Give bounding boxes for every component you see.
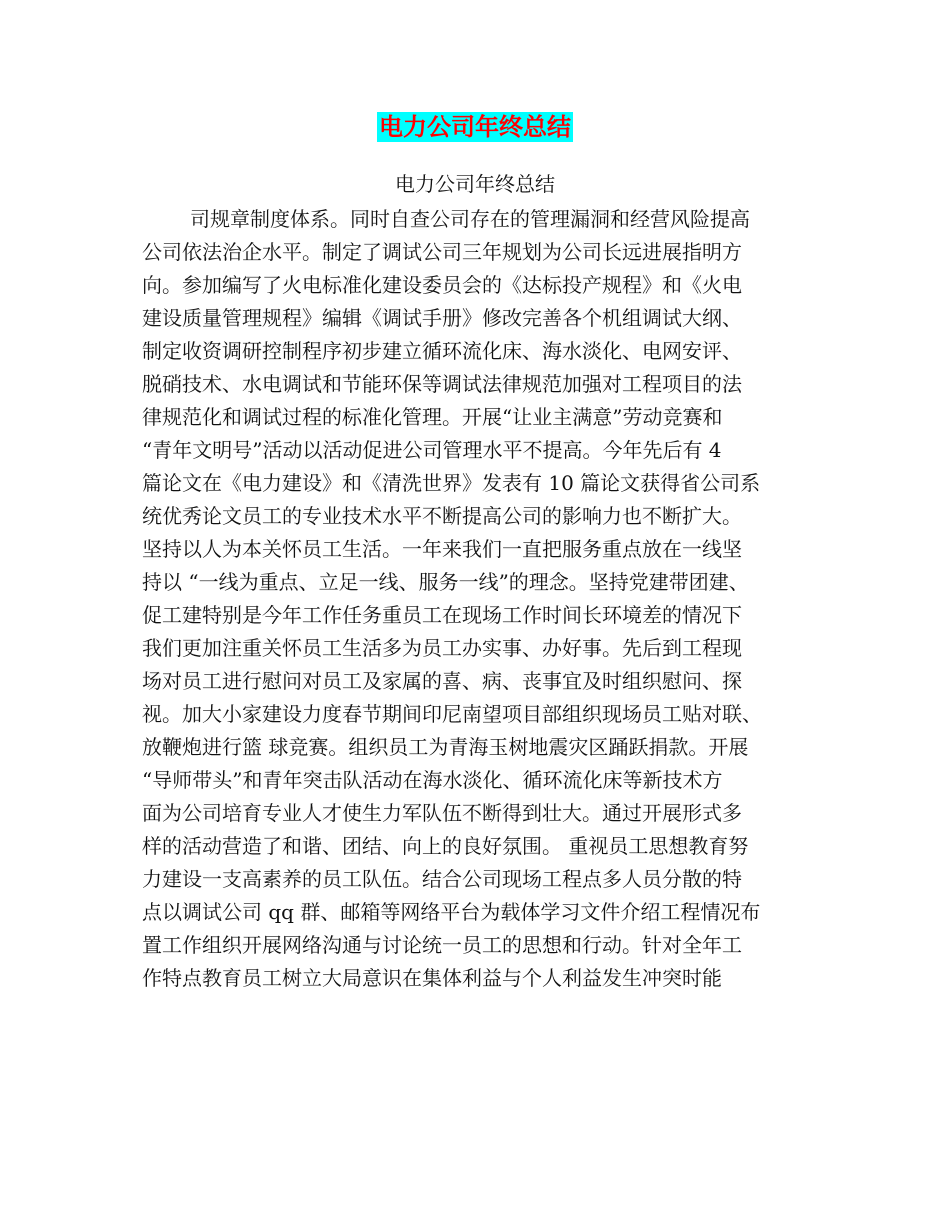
body-line-2: 公司依法治企水平。制定了调试公司三年规划为公司长远进展指明方 bbox=[142, 240, 742, 264]
body-line-9: 篇论文在《电力建设》和《清洗世界》发表有 10 篇论文获得省公司系 bbox=[142, 471, 761, 495]
body-line-7: 律规范化和调试过程的标准化管理。开展“让业主满意”劳动竞赛和 bbox=[142, 405, 723, 429]
body-line-5: 制定收资调研控制程序初步建立循环流化床、海水淡化、电网安评、 bbox=[142, 339, 742, 363]
body-line-4: 建设质量管理规程》编辑《调试手册》修改完善各个机组调试大纲、 bbox=[142, 306, 742, 330]
document-subtitle: 电力公司年终总结 bbox=[395, 172, 555, 196]
body-line-11: 坚持以人为本关怀员工生活。一年来我们一直把服务重点放在一线坚 bbox=[142, 537, 742, 561]
body-line-24: 作特点教育员工树立大局意识在集体利益与个人利益发生冲突时能 bbox=[142, 966, 722, 990]
body-line-15: 场对员工进行慰问对员工及家属的喜、病、丧事宜及时组织慰问、探 bbox=[142, 669, 742, 693]
body-line-3: 向。参加编写了火电标准化建设委员会的《达标投产规程》和《火电 bbox=[142, 273, 742, 297]
body-line-19: 面为公司培育专业人才使生力军队伍不断得到壮大。通过开展形式多 bbox=[142, 801, 742, 825]
body-line-20: 样的活动营造了和谐、团结、向上的良好氛围。 重视员工思想教育努 bbox=[142, 834, 749, 858]
body-line-18: “导师带头”和青年突击队活动在海水淡化、循环流化床等新技术方 bbox=[142, 768, 723, 792]
body-line-13: 促工建特别是今年工作任务重员工在现场工作时间长环境差的情况下 bbox=[142, 603, 742, 627]
body-line-22: 点以调试公司 qq 群、邮箱等网络平台为载体学习文件介绍工程情况布 bbox=[142, 900, 761, 924]
body-line-17: 放鞭炮进行篮 球竞赛。组织员工为青海玉树地震灾区踊跃捐款。开展 bbox=[142, 735, 749, 759]
body-line-1: 司规章制度体系。同时自查公司存在的管理漏洞和经营风险提高 bbox=[190, 207, 750, 231]
body-line-10: 统优秀论文员工的专业技术水平不断提高公司的影响力也不断扩大。 bbox=[142, 504, 742, 528]
title-block bbox=[0, 112, 950, 142]
body-line-12: 持以 “一线为重点、立足一线、服务一线”的理念。坚持党建带团建、 bbox=[142, 570, 749, 594]
document-title: 电力公司年终总结 bbox=[379, 113, 571, 141]
body-line-14: 我们更加注重关怀员工生活多为员工办实事、办好事。先后到工程现 bbox=[142, 636, 742, 660]
body-line-23: 置工作组织开展网络沟通与讨论统一员工的思想和行动。针对全年工 bbox=[142, 933, 742, 957]
body-line-16: 视。加大小家建设力度春节期间印尼南望项目部组织现场员工贴对联、 bbox=[142, 702, 762, 726]
body-line-21: 力建设一支高素养的员工队伍。结合公司现场工程点多人员分散的特 bbox=[142, 867, 742, 891]
body-line-6: 脱硝技术、水电调试和节能环保等调试法律规范加强对工程项目的法 bbox=[142, 372, 742, 396]
body-line-8: “青年文明号”活动以活动促进公司管理水平不提高。今年先后有 4 bbox=[142, 438, 722, 462]
